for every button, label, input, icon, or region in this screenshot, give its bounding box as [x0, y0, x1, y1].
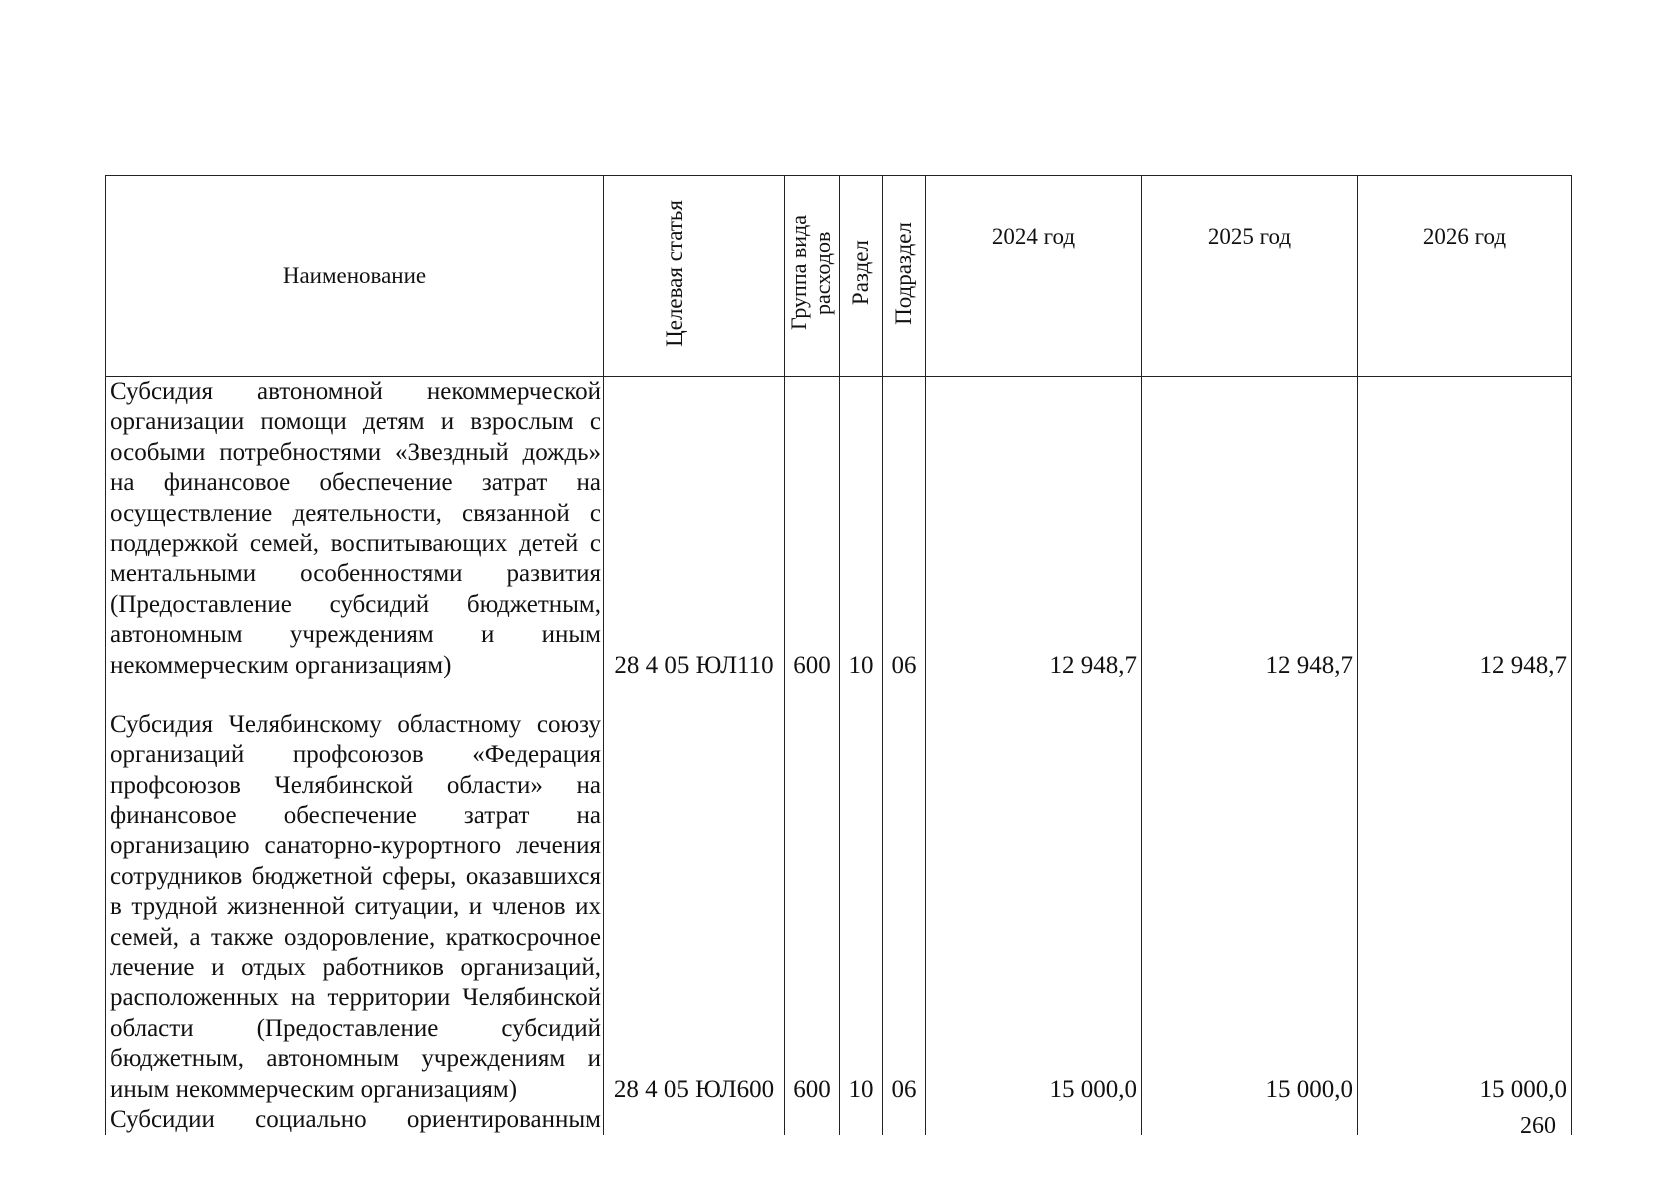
header-row — [106, 176, 1572, 377]
row-name: Субсидия автономной некоммерческой организации помощи детям и взрослым с особыми потребностями «Звездный дождь» на финансовое обеспечение затрат на осуществление деятельности, связанной с поддержкой семей, воспитывающих детей с ментальными особенностями развития (Предоставление субсидий бюджетным, автономным учреждениям и иным некоммерческим организациям) — [106, 377, 604, 682]
row-expense-group: 600 — [785, 377, 840, 682]
row-2026: 12 948,7 — [1358, 377, 1572, 682]
row-section: 10 — [840, 681, 883, 1105]
row-name: Субсидии социально ориентированным — [106, 1105, 604, 1135]
row-2025 — [1142, 1105, 1358, 1135]
header-expense-group-label: Группа вида расходов — [786, 215, 836, 331]
header-target-label: Целевая статья — [662, 199, 687, 347]
budget-table — [105, 175, 1572, 1135]
row-expense-group: 600 — [785, 681, 840, 1105]
row-subsection — [883, 1105, 926, 1135]
header-2025: 2025 год — [1142, 176, 1358, 377]
row-2024 — [926, 1105, 1142, 1135]
row-2025: 12 948,7 — [1142, 377, 1358, 682]
row-target — [604, 1105, 785, 1135]
header-section — [840, 176, 883, 377]
row-2024: 12 948,7 — [926, 377, 1142, 682]
row-target: 28 4 05 ЮЛ110 — [604, 377, 785, 682]
header-subsection — [883, 176, 926, 377]
row-expense-group — [785, 1105, 840, 1135]
row-2026: 15 000,0 — [1358, 681, 1572, 1105]
row-subsection: 06 — [883, 377, 926, 682]
row-section: 10 — [840, 377, 883, 682]
table-row — [106, 377, 1572, 682]
row-2025: 15 000,0 — [1142, 681, 1358, 1105]
row-target: 28 4 05 ЮЛ600 — [604, 681, 785, 1105]
header-section-label: Раздел — [848, 240, 874, 306]
row-section — [840, 1105, 883, 1135]
row-name: Субсидия Челябинскому областному союзу организаций профсоюзов «Федерация профсоюзов Челябинской области» на финансовое обеспечение затрат на организацию санаторно-курортного лечения сотрудников бюджетной сферы, оказавшихся в трудной жизненной ситуации, и членов их семей, а также оздоровление, краткосрочное лечение и отдых работников организаций, расположенных на территории Челябинской области (Предоставление субсидий бюджетным, автономным учреждениям и иным некоммерческим организациям) — [106, 681, 604, 1105]
table-row — [106, 1105, 1572, 1135]
header-2026: 2026 год — [1358, 176, 1572, 377]
header-expense-group — [785, 176, 840, 377]
row-2024: 15 000,0 — [926, 681, 1142, 1105]
header-name: Наименование — [106, 176, 604, 377]
row-subsection: 06 — [883, 681, 926, 1105]
page-number: 260 — [1520, 1113, 1556, 1139]
header-subsection-label: Подраздел — [891, 221, 917, 325]
header-2024: 2024 год — [926, 176, 1142, 377]
table-row — [106, 681, 1572, 1105]
header-target — [604, 176, 785, 377]
